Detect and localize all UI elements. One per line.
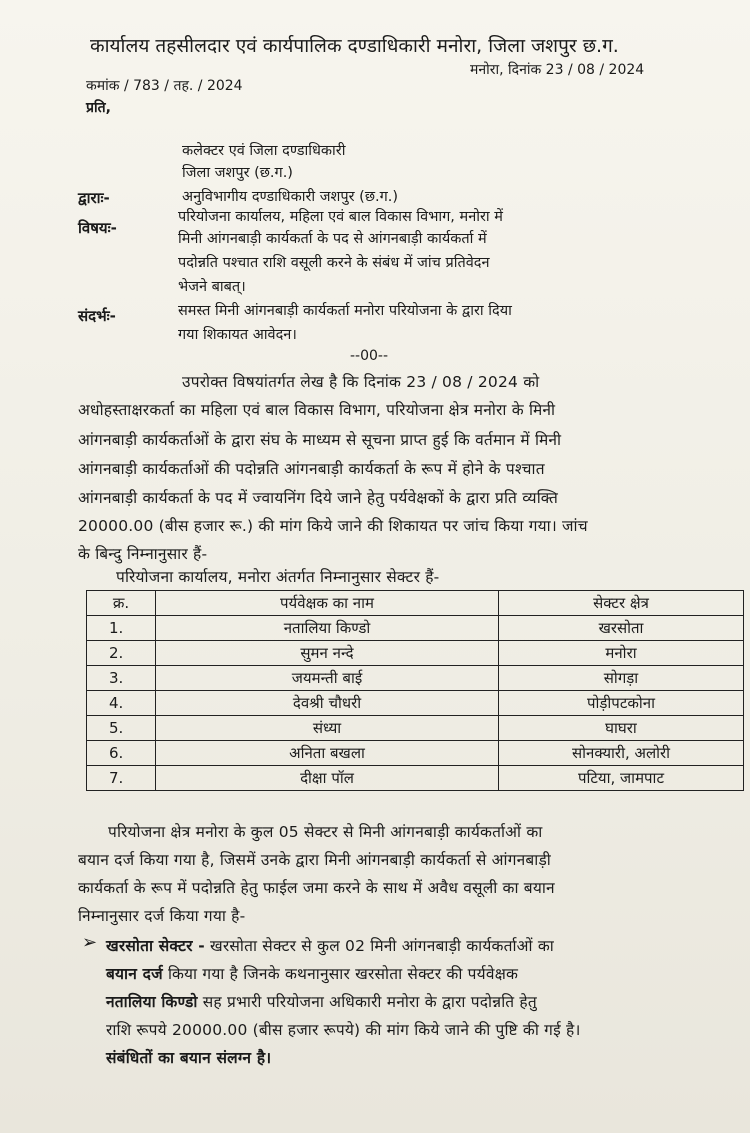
cell-serial: 6.	[87, 741, 156, 766]
separator: --00--	[350, 348, 389, 364]
cell-sector: मनोरा	[499, 641, 744, 666]
point-line-3	[106, 990, 537, 1012]
col-header-sector: सेक्टर क्षेत्र	[499, 591, 744, 616]
point-bold-text: बयान दर्ज	[106, 965, 163, 983]
cell-serial: 7.	[87, 766, 156, 791]
cell-supervisor: दीक्षा पॉल	[156, 766, 499, 791]
reference-line: समस्त मिनी आंगनबाड़ी कार्यकर्ता मनोरा परियोजना के द्वारा दिया	[178, 303, 512, 319]
cell-supervisor: अनिता बखला	[156, 741, 499, 766]
cell-serial: 5.	[87, 716, 156, 741]
through-text: अनुविभागीय दण्डाधिकारी जशपुर (छ.ग.)	[182, 189, 399, 205]
table-row	[87, 691, 744, 716]
col-header-serial: क्र.	[87, 591, 156, 616]
through-label: द्वाराः-	[78, 189, 110, 207]
cell-sector: खरसोता	[499, 616, 744, 641]
subject-label: विषयः-	[78, 219, 117, 237]
table-row	[87, 766, 744, 791]
table-row	[87, 741, 744, 766]
subject-line: परियोजना कार्यालय, महिला एवं बाल विकास विभाग, मनोरा में	[178, 209, 503, 225]
sector-intro: परियोजना कार्यालय, मनोरा अंतर्गत निम्नानुसार सेक्टर हैं-	[116, 568, 440, 586]
subject-line: मिनी आंगनबाड़ी कार्यकर्ता के पद से आंगनबाड़ी कार्यकर्ता में	[178, 231, 487, 247]
paragraph-line: अधोहस्ताक्षरकर्ता का महिला एवं बाल विकास विभाग, परियोजना क्षेत्र मनोरा के मिनी	[78, 401, 556, 419]
point-line-4: राशि रूपये 20000.00 (बीस हजार रूपये) की मांग किये जाने की पुष्टि की गई है।	[106, 1021, 581, 1039]
paragraph-line: आंगनबाड़ी कार्यकर्ताओं के द्वारा संघ के माध्यम से सूचना प्राप्त हुई कि वर्तमान में मिनी	[78, 431, 562, 449]
cell-serial: 1.	[87, 616, 156, 641]
paragraph-line: आंगनबाड़ी कार्यकर्ताओं की पदोन्नति आंगनबाड़ी कार्यकर्ता के रूप में होने के पश्चात	[78, 460, 545, 478]
supervisor-sector-table	[86, 590, 744, 791]
addressee-line-2: जिला जशपुर (छ.ग.)	[182, 165, 293, 181]
to-label: प्रति,	[86, 100, 111, 116]
paragraph-line: उपरोक्त विषयांतर्गत लेख है कि दिनांक 23 / 08 / 2024 को	[182, 373, 540, 391]
cell-sector: पटिया, जामपाट	[499, 766, 744, 791]
cell-supervisor: नतालिया किण्डो	[156, 616, 499, 641]
point-line-2	[106, 962, 518, 984]
subject-line: पदोन्नति पश्चात राशि वसूली करने के संबंध में जांच प्रतिवेदन	[178, 255, 490, 271]
cell-serial: 2.	[87, 641, 156, 666]
point-text: किया गया है जिनके कथनानुसार खरसोता सेक्टर की पर्यवेक्षक	[167, 965, 519, 983]
paragraph-line: कार्यकर्ता के रूप में पदोन्नति हेतु फाईल जमा करने के साथ में अवैध वसूली का बयान	[78, 879, 555, 897]
cell-serial: 3.	[87, 666, 156, 691]
table-row	[87, 666, 744, 691]
paragraph-line: के बिन्दु निम्नानुसार हैं-	[78, 545, 208, 563]
place-date: मनोरा, दिनांक 23 / 08 / 2024	[470, 62, 645, 78]
paragraph-line: निम्नानुसार दर्ज किया गया है-	[78, 907, 246, 925]
col-header-supervisor: पर्यवेक्षक का नाम	[156, 591, 499, 616]
point-text: खरसोता सेक्टर से कुल 02 मिनी आंगनबाड़ी कार्यकर्ताओं का	[210, 937, 554, 955]
cell-sector: सोगड़ा	[499, 666, 744, 691]
arrow-bullet-icon: ➢	[82, 932, 98, 953]
table-row	[87, 641, 744, 666]
paragraph-line: आंगनबाड़ी कार्यकर्ता के पद में ज्वायनिंग दिये जाने हेतु पर्यवेक्षकों के द्वारा प्रति व्यक्ति	[78, 489, 559, 507]
cell-sector: सोनक्यारी, अलोरी	[499, 741, 744, 766]
addressee-line-1: कलेक्टर एवं जिला दण्डाधिकारी	[182, 143, 346, 159]
office-heading: कार्यालय तहसीलदार एवं कार्यपालिक दण्डाधिकारी मनोरा, जिला जशपुर छ.ग.	[90, 35, 619, 57]
point-text: सह प्रभारी परियोजना अधिकारी मनोरा के द्वारा पदोन्नति हेतु	[202, 993, 537, 1011]
cell-supervisor: देवश्री चौधरी	[156, 691, 499, 716]
paragraph-line: बयान दर्ज किया गया है, जिसमें उनके द्वारा मिनी आंगनबाड़ी कार्यकर्ता से आंगनबाड़ी	[78, 851, 551, 869]
cell-supervisor: सुमन नन्दे	[156, 641, 499, 666]
paragraph-line: 20000.00 (बीस हजार रू.) की मांग किये जाने की शिकायत पर जांच किया गया। जांच	[78, 517, 588, 535]
table-row	[87, 716, 744, 741]
point-line-5: संबंधितों का बयान संलग्न है।	[106, 1049, 272, 1067]
reference-number: कमांक / 783 / तह. / 2024	[86, 78, 243, 94]
cell-supervisor: संध्या	[156, 716, 499, 741]
reference-label: संदर्भः-	[78, 307, 116, 325]
point-heading: खरसोता सेक्टर -	[106, 937, 205, 955]
cell-supervisor: जयमन्ती बाई	[156, 666, 499, 691]
subject-line: भेजने बाबत्।	[178, 279, 246, 295]
paragraph-line: परियोजना क्षेत्र मनोरा के कुल 05 सेक्टर से मिनी आंगनबाड़ी कार्यकर्ताओं का	[108, 823, 543, 841]
table-row	[87, 616, 744, 641]
table-header-row	[87, 591, 744, 616]
cell-sector: पोड़ीपटकोना	[499, 691, 744, 716]
reference-line: गया शिकायत आवेदन।	[178, 327, 297, 343]
point-line-1	[106, 934, 554, 956]
point-bold-text: नतालिया किण्डो	[106, 993, 198, 1011]
cell-sector: घाघरा	[499, 716, 744, 741]
cell-serial: 4.	[87, 691, 156, 716]
